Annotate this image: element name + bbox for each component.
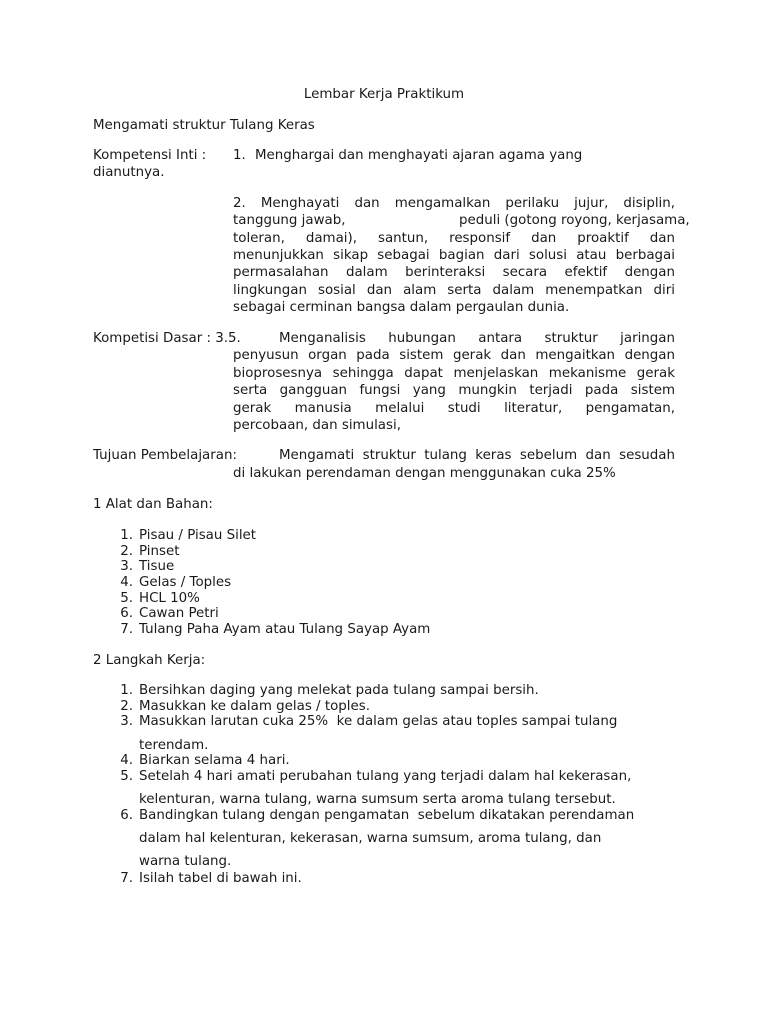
- list-number: 5.: [120, 591, 133, 606]
- list-number: 2.: [120, 544, 133, 559]
- list-number: 7.: [120, 871, 133, 886]
- list-text-continuation: kelenturan, warna tulang, warna sumsum serta aroma tulang tersebut.: [139, 792, 616, 807]
- kompetensi-inti-item2-line: peduli (gotong royong, kerjasama,: [459, 213, 690, 228]
- kompetensi-inti-item1-text: Menghargai dan menghayati ajaran agama yang: [255, 148, 583, 163]
- list-text-continuation: terendam.: [139, 738, 209, 753]
- list-text-continuation: warna tulang.: [139, 854, 232, 869]
- alat-bahan-heading: 1 Alat dan Bahan:: [93, 497, 213, 512]
- list-text: Setelah 4 hari amati perubahan tulang yang terjadi dalam hal kekerasan,: [139, 769, 632, 784]
- list-number: 5.: [120, 769, 133, 784]
- list-text: Masukkan ke dalam gelas / toples.: [139, 699, 370, 714]
- kompetensi-inti-item2-line: lingkungan sosial dan alam serta dalam menempatkan diri: [233, 283, 675, 298]
- list-text: Tulang Paha Ayam atau Tulang Sayap Ayam: [139, 622, 431, 637]
- kompetensi-dasar-line: penyusun organ pada sistem gerak dan mengaitkan dengan: [233, 348, 675, 363]
- tujuan-line: Mengamati struktur tulang keras sebelum dan sesudah: [279, 448, 675, 463]
- kompetensi-inti-item2-line: sebagai cerminan bangsa dalam pergaulan dunia.: [233, 300, 570, 315]
- list-text: Masukkan larutan cuka 25% ke dalam gelas atau toples sampai tulang: [139, 714, 618, 729]
- list-text-continuation: dalam hal kelenturan, kekerasan, warna sumsum, aroma tulang, dan: [139, 831, 602, 846]
- list-text: Gelas / Toples: [139, 575, 232, 590]
- list-text: Tisue: [139, 559, 175, 574]
- kompetensi-inti-item2-line: menunjukkan sikap sebagai bagian dari solusi atau berbagai: [233, 248, 675, 263]
- list-number: 6.: [120, 808, 133, 823]
- document-subtitle: Mengamati struktur Tulang Keras: [93, 118, 315, 133]
- kompetensi-inti-item2-line: toleran, damai), santun, responsif dan proaktif dan: [233, 231, 675, 246]
- list-number: 4.: [120, 753, 133, 768]
- kompetensi-dasar-line: gerak manusia melalui studi literatur, pengamatan,: [233, 401, 675, 416]
- kompetensi-dasar-label: Kompetisi Dasar : 3.5.: [93, 331, 241, 346]
- list-text: Bandingkan tulang dengan pengamatan sebelum dikatakan perendaman: [139, 808, 635, 823]
- list-number: 3.: [120, 559, 133, 574]
- list-text: HCL 10%: [139, 591, 200, 606]
- kompetensi-dasar-line: percobaan, dan simulasi,: [233, 418, 401, 433]
- list-text: Isilah tabel di bawah ini.: [139, 871, 302, 886]
- list-number: 2.: [120, 699, 133, 714]
- list-text: Cawan Petri: [139, 606, 219, 621]
- tujuan-label: Tujuan Pembelajaran:: [93, 448, 237, 463]
- kompetensi-inti-item1-continuation: dianutnya.: [93, 165, 165, 180]
- kompetensi-inti-label: Kompetensi Inti :: [93, 148, 207, 163]
- list-number: 1.: [120, 683, 133, 698]
- list-text: Biarkan selama 4 hari.: [139, 753, 290, 768]
- langkah-kerja-heading: 2 Langkah Kerja:: [93, 653, 206, 668]
- list-text: Bersihkan daging yang melekat pada tulang sampai bersih.: [139, 683, 539, 698]
- list-number: 3.: [120, 714, 133, 729]
- list-number: 4.: [120, 575, 133, 590]
- document-title: Lembar Kerja Praktikum: [303, 87, 465, 102]
- kompetensi-dasar-line: Menganalisis hubungan antara struktur jaringan: [279, 331, 675, 346]
- kompetensi-inti-item2-line: permasalahan dalam berinteraksi secara efektif dengan: [233, 265, 675, 280]
- kompetensi-dasar-line: bioprosesnya sehingga dapat menjelaskan mekanisme gerak: [233, 366, 675, 381]
- kompetensi-inti-item2-line: tanggung jawab,: [233, 213, 346, 228]
- kompetensi-inti-item1-number: 1.: [233, 148, 246, 163]
- tujuan-line: di lakukan perendaman dengan menggunakan cuka 25%: [233, 466, 616, 481]
- list-text: Pisau / Pisau Silet: [139, 528, 257, 543]
- kompetensi-dasar-line: serta gangguan fungsi yang mungkin terjadi pada sistem: [233, 383, 675, 398]
- list-text: Pinset: [139, 544, 180, 559]
- list-number: 7.: [120, 622, 133, 637]
- list-number: 1.: [120, 528, 133, 543]
- kompetensi-inti-item2-line: 2. Menghayati dan mengamalkan perilaku jujur, disiplin,: [233, 196, 675, 211]
- list-number: 6.: [120, 606, 133, 621]
